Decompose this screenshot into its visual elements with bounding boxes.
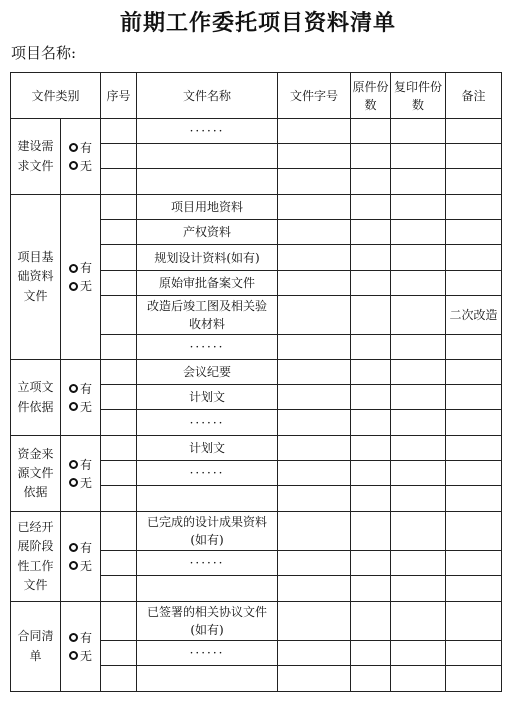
file-code-cell (278, 436, 351, 461)
radio-icon (69, 264, 78, 273)
copy-count-cell (391, 119, 446, 144)
file-name-cell (137, 576, 278, 602)
availability-options (61, 195, 101, 360)
page-title: 前期工作委托项目资料清单 (119, 10, 396, 36)
file-name-cell (137, 666, 278, 692)
seq-cell (101, 666, 137, 692)
header-orig: 原件份数 (351, 73, 391, 119)
category-cell: 资金来源文件依据 (11, 436, 61, 512)
original-count-cell (351, 296, 391, 335)
remark-cell (446, 245, 502, 271)
category-cell: 立项文件依据 (11, 360, 61, 436)
radio-icon (69, 633, 78, 642)
radio-icon (69, 543, 78, 552)
original-count-cell (351, 641, 391, 666)
seq-cell (101, 245, 137, 271)
option-yes-label: 有 (80, 140, 93, 155)
original-count-cell (351, 461, 391, 486)
project-name-label: 项目名称: (11, 44, 77, 62)
file-name-cell (137, 169, 278, 195)
original-count-cell (351, 144, 391, 169)
seq-cell (101, 551, 137, 576)
file-code-cell (278, 335, 351, 360)
original-count-cell (351, 486, 391, 512)
header-name: 文件名称 (137, 73, 278, 119)
file-name-cell: ······ (137, 335, 278, 360)
option-yes-label: 有 (80, 457, 93, 472)
copy-count-cell (391, 144, 446, 169)
original-count-cell (351, 512, 391, 551)
seq-cell (101, 461, 137, 486)
remark-cell (446, 666, 502, 692)
original-count-cell (351, 271, 391, 296)
remark-cell (446, 220, 502, 245)
remark-cell (446, 576, 502, 602)
file-code-cell (278, 461, 351, 486)
option-no[interactable] (61, 157, 100, 175)
original-count-cell (351, 335, 391, 360)
table-row (11, 360, 502, 385)
copy-count-cell (391, 169, 446, 195)
file-code-cell (278, 666, 351, 692)
option-no[interactable] (61, 557, 100, 575)
original-count-cell (351, 666, 391, 692)
seq-cell (101, 144, 137, 169)
copy-count-cell (391, 410, 446, 436)
seq-cell (101, 436, 137, 461)
option-yes-label: 有 (80, 261, 93, 275)
radio-icon (69, 402, 78, 411)
file-code-cell (278, 385, 351, 410)
file-name-cell: 项目用地资料 (137, 195, 278, 220)
file-name-cell: 改造后竣工图及相关验收材料 (137, 296, 278, 335)
file-code-cell (278, 195, 351, 220)
copy-count-cell (391, 461, 446, 486)
original-count-cell (351, 436, 391, 461)
copy-count-cell (391, 436, 446, 461)
original-count-cell (351, 245, 391, 271)
header-remark: 备注 (446, 73, 502, 119)
original-count-cell (351, 220, 391, 245)
file-name-cell: 产权资料 (137, 220, 278, 245)
option-yes-label: 有 (80, 381, 93, 396)
header-code: 文件字号 (278, 73, 351, 119)
radio-icon (69, 561, 78, 570)
table-row (11, 602, 502, 641)
copy-count-cell (391, 296, 446, 335)
remark-cell (446, 641, 502, 666)
copy-count-cell (391, 512, 446, 551)
file-name-cell: 会议纪要 (137, 360, 278, 385)
seq-cell (101, 195, 137, 220)
file-code-cell (278, 410, 351, 436)
radio-icon (69, 478, 78, 487)
original-count-cell (351, 576, 391, 602)
radio-icon (69, 282, 78, 291)
option-no-label: 无 (80, 648, 93, 663)
copy-count-cell (391, 641, 446, 666)
option-no-label: 无 (80, 279, 93, 293)
file-name-cell: ······ (137, 641, 278, 666)
file-code-cell (278, 641, 351, 666)
remark-cell (446, 602, 502, 641)
remark-cell (446, 271, 502, 296)
category-cell: 已经开展阶段性工作文件 (11, 512, 61, 602)
radio-icon (69, 161, 78, 170)
remark-cell (446, 461, 502, 486)
option-yes[interactable] (61, 380, 100, 398)
remark-cell (446, 385, 502, 410)
original-count-cell (351, 410, 391, 436)
original-count-cell (351, 602, 391, 641)
seq-cell (101, 486, 137, 512)
file-name-cell: 已签署的相关协议文件(如有) (137, 602, 278, 641)
copy-count-cell (391, 602, 446, 641)
radio-icon (69, 384, 78, 393)
availability-options (61, 119, 101, 195)
copy-count-cell (391, 385, 446, 410)
copy-count-cell (391, 576, 446, 602)
option-yes[interactable] (61, 139, 100, 157)
table-row (11, 119, 502, 144)
copy-count-cell (391, 335, 446, 360)
original-count-cell (351, 119, 391, 144)
remark-cell (446, 436, 502, 461)
copy-count-cell (391, 360, 446, 385)
option-yes-label: 有 (80, 540, 93, 555)
file-code-cell (278, 271, 351, 296)
remark-cell (446, 169, 502, 195)
radio-icon (69, 651, 78, 660)
file-code-cell (278, 360, 351, 385)
copy-count-cell (391, 245, 446, 271)
original-count-cell (351, 385, 391, 410)
file-name-cell: 原始审批备案文件 (137, 271, 278, 296)
header-seq: 序号 (101, 73, 137, 119)
option-yes[interactable] (61, 629, 100, 647)
category-cell: 合同清单 (11, 602, 61, 692)
radio-icon (69, 460, 78, 469)
copy-count-cell (391, 271, 446, 296)
file-code-cell (278, 245, 351, 271)
option-no[interactable] (61, 277, 100, 295)
file-name-cell: ······ (137, 551, 278, 576)
option-no-label: 无 (80, 399, 93, 414)
header-copy: 复印件份数 (391, 73, 446, 119)
file-name-cell (137, 486, 278, 512)
file-code-cell (278, 296, 351, 335)
seq-cell (101, 410, 137, 436)
option-no[interactable] (61, 647, 100, 665)
seq-cell (101, 119, 137, 144)
file-name-cell: ······ (137, 119, 278, 144)
remark-cell (446, 360, 502, 385)
remark-cell (446, 335, 502, 360)
availability-options (61, 360, 101, 436)
availability-options (61, 436, 101, 512)
file-name-cell: 规划设计资料(如有) (137, 245, 278, 271)
copy-count-cell (391, 666, 446, 692)
file-code-cell (278, 551, 351, 576)
seq-cell (101, 641, 137, 666)
category-cell: 建设需求文件 (11, 119, 61, 195)
original-count-cell (351, 195, 391, 220)
seq-cell (101, 335, 137, 360)
remark-cell (446, 410, 502, 436)
table-row (11, 436, 502, 461)
file-name-cell: ······ (137, 410, 278, 436)
availability-options (61, 512, 101, 602)
remark-cell (446, 551, 502, 576)
file-code-cell (278, 220, 351, 245)
file-name-cell: 已完成的设计成果资料(如有) (137, 512, 278, 551)
seq-cell (101, 576, 137, 602)
remark-cell (446, 486, 502, 512)
radio-icon (69, 143, 78, 152)
option-no[interactable] (61, 398, 100, 416)
original-count-cell (351, 169, 391, 195)
header-row (11, 73, 502, 119)
document-list-table (10, 72, 502, 692)
option-no-label: 无 (80, 158, 93, 173)
option-yes[interactable] (61, 539, 100, 557)
table-row (11, 195, 502, 220)
file-code-cell (278, 169, 351, 195)
seq-cell (101, 602, 137, 641)
header-category: 文件类别 (11, 73, 101, 119)
file-code-cell (278, 144, 351, 169)
remark-cell (446, 144, 502, 169)
file-code-cell (278, 602, 351, 641)
seq-cell (101, 360, 137, 385)
file-name-cell: 计划文 (137, 385, 278, 410)
remark-cell (446, 512, 502, 551)
seq-cell (101, 296, 137, 335)
option-no[interactable] (61, 474, 100, 492)
file-code-cell (278, 119, 351, 144)
remark-cell (446, 195, 502, 220)
category-cell: 项目基础资料文件 (11, 195, 61, 360)
option-yes[interactable] (61, 259, 100, 277)
seq-cell (101, 220, 137, 245)
original-count-cell (351, 551, 391, 576)
original-count-cell (351, 360, 391, 385)
file-code-cell (278, 576, 351, 602)
option-no-label: 无 (80, 558, 93, 573)
option-no-label: 无 (80, 475, 93, 490)
file-name-cell (137, 144, 278, 169)
remark-cell (446, 119, 502, 144)
copy-count-cell (391, 220, 446, 245)
availability-options (61, 602, 101, 692)
file-name-cell: 计划文 (137, 436, 278, 461)
copy-count-cell (391, 195, 446, 220)
remark-cell: 二次改造 (446, 296, 502, 335)
table-row (11, 512, 502, 551)
option-yes[interactable] (61, 456, 100, 474)
table-body (11, 119, 502, 692)
file-name-cell: ······ (137, 461, 278, 486)
seq-cell (101, 385, 137, 410)
seq-cell (101, 512, 137, 551)
copy-count-cell (391, 486, 446, 512)
seq-cell (101, 271, 137, 296)
copy-count-cell (391, 551, 446, 576)
file-code-cell (278, 486, 351, 512)
seq-cell (101, 169, 137, 195)
option-yes-label: 有 (80, 630, 93, 645)
file-code-cell (278, 512, 351, 551)
